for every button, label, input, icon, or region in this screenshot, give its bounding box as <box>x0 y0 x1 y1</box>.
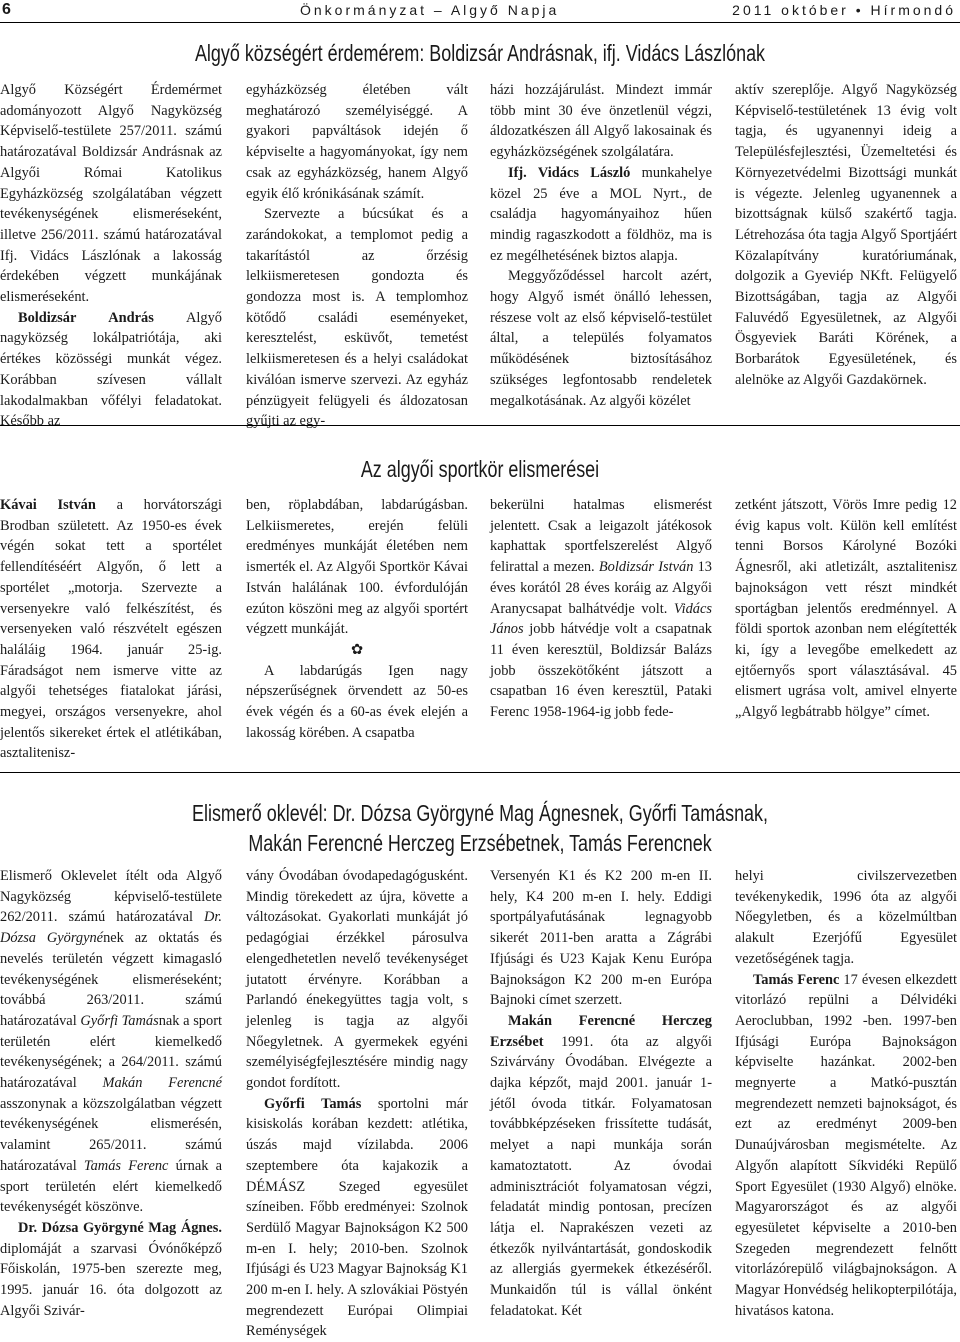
article1-column-3 <box>490 80 712 411</box>
article2-column-1 <box>0 495 222 764</box>
paragraph: aktív szereplője. Algyő Nagyközség Képviselő-testületének 13 évig volt tagja, és ugyanennyi ideig a Településfejlesztési, Üzemeltetési és Környezetvédelmi Bizottsági munkát is végezte. Jelenleg ugyanennek a bizottságnak külső szakértő tagja. Létrehozása óta tagja Algyő Sportjáért Közalapítvány kuratóriumának, dolgozik a Gyeviép NKft. Felügyelő Bizottságában, tagja az Algyői Faluvédő Egyesületnek, az Algyői Ösgyeviek Baráti Körének, a Borbarátok Egyesületének, és alelnöke az Algyői Gazdakörnek. <box>735 82 957 388</box>
article-title-medal: Algyő községért érdemérem: Boldizsár Andrásnak, ifj. Vidács Lászlónak <box>194 40 766 66</box>
person-name: Tamás Ferenc <box>83 1157 169 1174</box>
person-name: Vidács János <box>490 600 712 638</box>
article1-column-4 <box>735 80 957 391</box>
paragraph: Dr. Dózsa Györgyné Mag Ágnes. diplomáját a szarvasi Óvónőképző Főiskolán, 1975-ben szerezte meg, 1995. január 16. óta dolgozott az Algyői Szivár- <box>0 1219 222 1319</box>
article3-column-3 <box>490 866 712 1321</box>
paragraph: Kávai István a horvátországi Brodban született. Az 1950-es évek végén sokat tett a sportélet fellendítéséért Algyőn, ő lett a sportélet „motorja. Szervezte a versenyekre való felkészítést, és versenyeken való részvételt egészen haláláig 1964. január 25-ig. Fáradságot nem ismerve vitte az algyői tehetséges fiatalokat járási, megyei, országos versenyekre, ahol jelentős sikereket értek el atlétikában, asztalitenisz- <box>0 497 222 762</box>
person-name: Győrfi Tamás <box>80 1012 159 1029</box>
person-name: Dr. Dózsa Györgyné <box>0 909 222 947</box>
paragraph: Elismerő Oklevelet ítélt oda Algyő Nagyközség képviselő-testülete 262/2011. számú határozatával Dr. Dózsa Györgynének az oktatás és nevelés területén végzett kimagasló tevékenységének elismeréseként; továbbá 263/2011. számú határozatával Győrfi Tamásnak a sport területén elért kiemelkedő tevékenységének; a 264/2011. számú határozatával Makán Ferencné asszonynak a közszolgálatban végzett tevékenységének elismerésén, valamint 265/2011. számú határozatával Tamás Ferenc úrnak a sport területén elért kiemelkedő tevékenységét köszönve. <box>0 868 222 1216</box>
paragraph: vány Óvodában óvodapedagógusként. Mindig törekedett az újra, követte a változásokat. Gyakorlati munkáját jó pedagógiai érzékkel párosulva elengedhetetlen nevelő tevékenységet jutatott érvényre. Korábban a Parlandó énekegyüttes tagja volt, s jelenleg is tagja az algyői Nőegyletnek. A gyermekek egyéni személyiségfejlesztésére mindig nagy gondot fordított. <box>246 868 468 1092</box>
paragraph: házi hozzájárulást. Mindezt immár több mint 30 éve önzetlenül végzi, áldozatkészen áll Algyő lakosainak és egyházközségének szolgálatára. <box>490 82 712 161</box>
article-title-diploma-line-2: Makán Ferencné Herczeg Erzsébetnek, Tamás Ferencnek <box>248 830 712 856</box>
paragraph: A labdarúgás Igen nagy népszerűségnek örvendett az 50-es évek végén és a 60-as évek elején a lakosság körében. A csapatba <box>246 662 468 741</box>
article3-column-1 <box>0 866 222 1321</box>
paragraph: Győrfi Tamás sportolni már kisiskolás korában kezdett: atlétika, úszás majd vízilabda. 2006 szeptembere óta kajakozik a DÉMÁSZ Szeged egyesület színeiben. Főbb eredményei: Szolnok Serdülő Magyar Bajnokságon K2 500 m-en I. hely; 2010-ben. Szolnok Ifjúsági és U23 Magyar Bajnokság K1 200 m-en I. hely. A szlovákiai Pöstyén megrendezett Európai Olimpiai Reménységek <box>246 1095 468 1340</box>
paragraph: Tamás Ferenc 17 évesen elkezdett vitorlázó repülni a Délvidéki Aeroclubban, 1992 -ben. 1997-ben Ifjúsági Európa Bajnokságon képviselte hazánkat. 2002-ben megnyerte a Matkó-pusztán megrendezett nemzeti bajnokságot, és ezt az eredményt 2009-ben Dunaújvárosban megismételte. Az Algyőn alapított Síkvidéki Repülő Sport Egyesület (1930 Algyő) elnöke. Magyarországot és az algyői egyesületet képviselte a 2010-ben Szegeden megrendezett felnőtt vitorlázórepülő világbajnokságon. A Magyar Honvédség helikopterpilótája, hivatásos katona. <box>735 971 957 1319</box>
running-header <box>0 0 960 23</box>
paragraph: Meggyőződéssel harcolt azért, hogy Algyő ismét önálló lehessen, részese volt az első képviselő-testület által, a település folyamatos működésének biztosításához szükséges legfontosabb rendeletek megalkotásának. Az algyői közélet <box>490 268 712 409</box>
person-name: Ifj. Vidács László <box>508 164 631 181</box>
publication-name: Önkormányzat – Algyő Napja <box>300 2 560 18</box>
article1-column-2 <box>246 80 468 432</box>
issue-info: 2011 október • Hírmondó <box>732 2 956 18</box>
person-name: Kávai István <box>0 497 96 513</box>
section-divider <box>0 425 960 426</box>
paragraph: Algyő Községért Érdemérmet adományozott Algyő Nagyközség Képviselő-testülete 257/2011. számú határozatával Boldizsár Andrásnak az Algyői Római Katolikus Egyházközség szolgálatában végzett tevékenységének elismeréseként, illetve 256/2011. számú határozatával Ifj. Vidács Lászlónak a lakosság érdekében végzett munkájának elismeréseként. <box>0 82 222 306</box>
person-name: Győrfi Tamás <box>264 1095 362 1112</box>
paragraph: Boldizsár András Algyő nagyközség lokálpatriótája, aki értékes közösségi munkát végez. Korábban szívesen vállalt lakodalmakban vőfélyi feladatokat. Később az <box>0 309 222 430</box>
article-title-sports: Az algyői sportkör elismerései <box>360 456 600 482</box>
page-number: 6 <box>2 1 11 18</box>
paragraph: helyi civilszervezetben tevékenykedik, 1996 óta az algyői Nőegyletben, és a közelmúltban alakult Ezerjófű Egyesület vezetőségének tagja. <box>735 868 957 967</box>
article-title-diploma-line-1: Elismerő oklevél: Dr. Dózsa Györgyné Mag Ágnesnek, Győrfi Tamásnak, <box>192 800 768 826</box>
person-name: Boldizsár István <box>598 559 694 576</box>
article2-column-3 <box>490 495 712 723</box>
paragraph: ben, röplabdában, labdarúgásban. Lelkiismeretes, erején felüli eredményes munkáját életében nem ismerték el. Az Algyői Sportkör Kávai István halálának 100. évfordulóján ezúton köszöni meg az algyői sportért végzett munkáját. <box>246 497 468 638</box>
section-divider <box>0 772 960 773</box>
person-name: Makán Ferencné Herczeg Erzsébet <box>490 1012 712 1050</box>
article3-column-4 <box>735 866 957 1321</box>
ornament-icon: ✿ <box>350 641 364 658</box>
article1-column-1 <box>0 80 222 432</box>
paragraph: Szervezte a búcsúkat és a zarándokokat, a templomot pedig a takarítástól az őrzésig lelkiismeretesen gondozta és gondozza most is. A templomhoz kötődő családi eseményeket, keresztelést, esküvőt, temetést lelkiismeretesen és a helyi családokat kiválóan ismerve szervezi. Az egyház pénzügyeit felügyeli és áldozatosan gyűjti az egy- <box>246 206 468 430</box>
person-name: Tamás Ferenc <box>753 971 840 988</box>
person-name: Makán Ferencné <box>102 1075 222 1092</box>
article3-column-2 <box>246 866 468 1342</box>
paragraph: bekerülni hatalmas elismerést jelentett. Csak a leigazolt játékosok kaphattak sportfelszerelést Algyő felirattal a mezen. Boldizsár István 13 éves korától 28 éves koráig az Algyői Aranycsapat balhátvédje volt. Vidács János jobb hátvédje volt a csapatnak 11 éven keresztül, Boldizsár Balázs jobb összekötőként játszott a csapatban 16 éven keresztül, Pataki Ferenc 1958-1964-ig jobb fede- <box>490 497 712 721</box>
article2-column-2 <box>246 495 468 743</box>
paragraph: Makán Ferencné Herczeg Erzsébet 1991. óta az algyői Szivárvány Óvodában. Elvégezte a dajka képzőt, majd 2001. január 1-jétől óvoda titkár. Folyamatosan továbbképzéseken frissítette tudását, melyet a napi munkája során kamatoztatott. Az óvodai adminisztrációt folyamatosan végzi, feladatát mindig pontosan, precízen látja el. Naprakészen vezeti az étkezők nyilvántartását, gondoskodik az allergiás gyermekek étkezéséről. Munkaidőn túl is vállal önként feladatokat. Két <box>490 1012 712 1319</box>
person-name: Boldizsár András <box>18 309 154 326</box>
article2-column-4 <box>735 495 957 723</box>
person-name: Dr. Dózsa Györgyné Mag Ágnes. <box>18 1219 222 1236</box>
paragraph: Versenyén K1 és K2 200 m-en II. hely, K4 200 m-en I. hely. Eddigi sportpályafutásának legnagyobb sikerét 2011-ben aratta a Zágrábi Ifjúsági és U23 Kajak Kenu Európa Bajnokságon K2 200 m-en Európa Bajnoki címet szerzett. <box>490 868 712 1009</box>
paragraph: zetként játszott, Vörös Imre pedig 12 évig kapus volt. Külön kell említést tenni Borsos Károlyné Bozóki Ágnesről, aki atletizált, asztalitenisz bajnokságon vett részt mindkét sportágban jelentős eredménnyel. A földi sportok azonban nem elégítették ki, így a levegőbe emelkedett az ejtőernyős sport választásával. 45 elismert ugrása volt, amivel elnyerte „Algyő legbátrabb hölgye” címet. <box>735 497 957 721</box>
paragraph: egyházközség életében vált meghatározó személyiséggé. A gyakori papváltások idején ő képviselte a hagyományokat, így nem csak az egyházközség, hanem Algyő egyik élő krónikásának számít. <box>246 82 468 202</box>
paragraph: Ifj. Vidács László munkahelye közel 25 éve a MOL Nyrt., de családja hagyományaihoz hűen mindig ragaszkodott a földhöz, ma is ez megélhetésének biztos alapja. <box>490 164 712 264</box>
